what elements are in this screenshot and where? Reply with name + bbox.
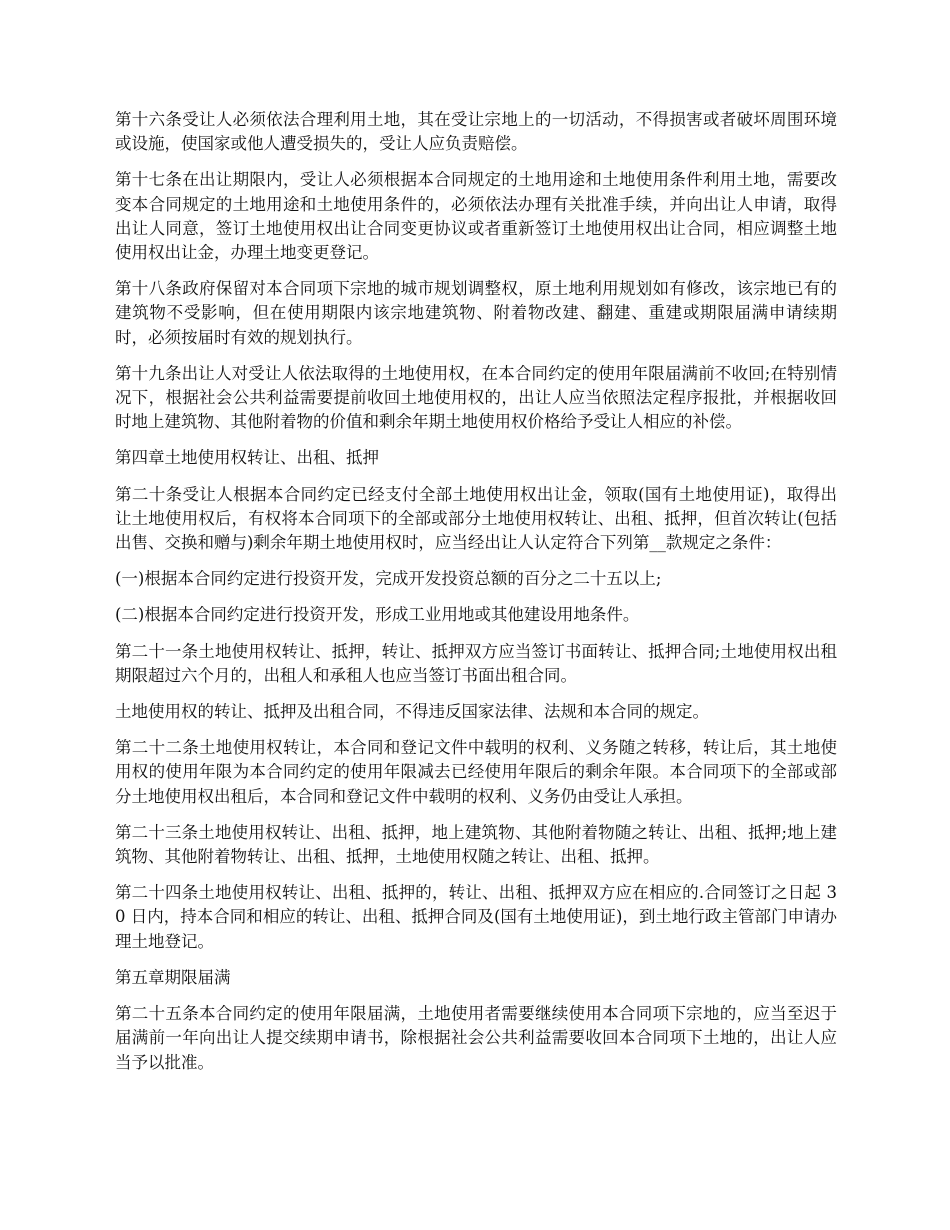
article-24-paragraph: 第二十四条土地使用权转让、出租、抵押的，转让、出租、抵押双方应在相应的.合同签订之日起 30 日内，持本合同和相应的转让、出租、抵押合同及(国有土地使用证)，到土地行政主管部门申请办理土地登记。 xyxy=(115,883,837,951)
article-16-paragraph: 第十六条受让人必须依法合理利用土地，其在受让宗地上的一切活动，不得损害或者破坏周围环境或设施，使国家或他人遭受损失的，受让人应负责赔偿。 xyxy=(115,110,837,154)
document-body xyxy=(115,108,837,1087)
chapter-5-heading: 第五章期限届满 xyxy=(115,967,231,987)
article-20-paragraph: 第二十条受让人根据本合同约定已经支付全部土地使用权出让金，领取(国有土地使用证)，取得出让土地使用权后，有权将本合同项下的全部或部分土地使用权转让、出租、抵押，但首次转让(包括出售、交换和赠与)剩余年期土地使用权时，应当经出让人认定符合下列第__款规定之条件： xyxy=(115,484,837,553)
article-17-paragraph: 第十七条在出让期限内，受让人必须根据本合同规定的土地用途和土地使用条件利用土地，需要改变本合同规定的土地用途和土地使用条件的，必须依法办理有关批准手续，并向出让人申请，取得出让人同意，签订土地使用权出让合同变更协议或者重新签订土地使用权出让合同，相应调整土地使用权出让金，办理土地变更登记。 xyxy=(115,170,837,263)
article-25-paragraph: 第二十五条本合同约定的使用年限届满，土地使用者需要继续使用本合同项下宗地的，应当至迟于届满前一年向出让人提交续期申请书，除根据社会公共利益需要收回本合同项下土地的，出让人应当予以批准。 xyxy=(115,1004,837,1072)
condition-1-paragraph: (一)根据本合同约定进行投资开发，完成开发投资总额的百分之二十五以上; xyxy=(115,569,662,589)
article-21-supplement-paragraph: 土地使用权的转让、抵押及出租合同，不得违反国家法律、法规和本合同的规定。 xyxy=(115,702,709,722)
article-21-paragraph: 第二十一条土地使用权转让、抵押，转让、抵押双方应当签订书面转让、抵押合同;土地使用权出租期限超过六个月的，出租人和承租人也应当签订书面出租合同。 xyxy=(115,641,837,685)
condition-2-paragraph: (二)根据本合同约定进行投资开发，形成工业用地或其他建设用地条件。 xyxy=(115,605,640,625)
article-23-paragraph: 第二十三条土地使用权转让、出租、抵押，地上建筑物、其他附着物随之转让、出租、抵押;地上建筑物、其他附着物转让、出租、抵押，土地使用权随之转让、出租、抵押。 xyxy=(115,822,837,867)
article-18-paragraph: 第十八条政府保留对本合同项下宗地的城市规划调整权，原土地利用规划如有修改，该宗地已有的建筑物不受影响，但在使用期限内该宗地建筑物、附着物改建、翻建、重建或期限届满申请续期时，必须按届时有效的规划执行。 xyxy=(115,279,837,347)
article-22-paragraph: 第二十二条土地使用权转让，本合同和登记文件中载明的权利、义务随之转移，转让后，其土地使用权的使用年限为本合同约定的使用年限减去已经使用年限后的剩余年限。本合同项下的全部或部分土地使用权出租后，本合同和登记文件中载明的权利、义务仍由受让人承担。 xyxy=(115,738,837,806)
chapter-4-heading: 第四章土地使用权转让、出租、抵押 xyxy=(115,448,379,468)
article-19-paragraph: 第十九条出让人对受让人依法取得的土地使用权，在本合同约定的使用年限届满前不收回;在特别情况下，根据社会公共利益需要提前收回土地使用权的，出让人应当依照法定程序报批，并根据收回时地上建筑物、其他附着物的价值和剩余年期土地使用权价格给予受让人相应的补偿。 xyxy=(115,363,837,432)
